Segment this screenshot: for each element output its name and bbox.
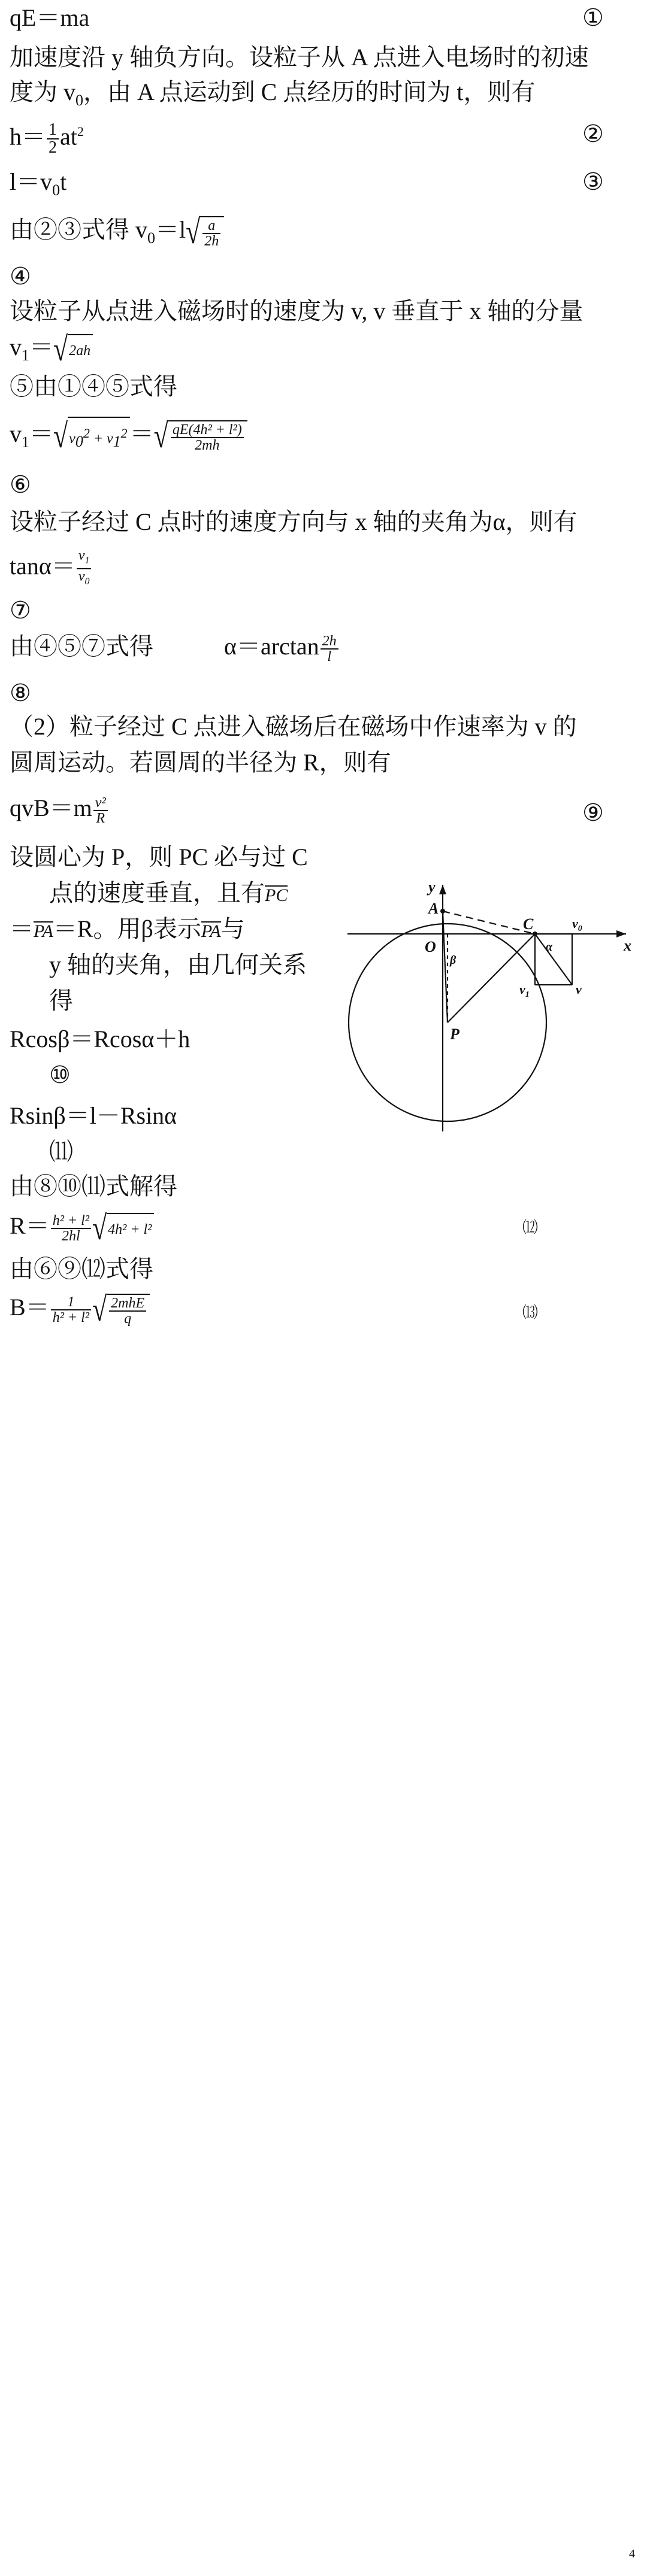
text-perpendicular: 点的速度垂直，且有PC <box>49 879 288 906</box>
fraction-r: $\frac{\text{h² + l²}}{2hl}$ <box>51 1213 91 1243</box>
radical-v0-v1: $√v_0^2 + v_1^2$ <box>53 417 130 456</box>
label-a: A <box>428 900 439 917</box>
text-solve-b: 由⑥⑨⑿式得 <box>10 1255 153 1282</box>
eq-number-6: ⑥ <box>10 471 31 498</box>
text-acceleration: 加速度沿 y 轴负方向。设粒子从 A 点进入电场时的初速 <box>10 44 589 71</box>
eq-number-1: ① <box>582 4 604 31</box>
fraction-2h-l: $\frac{2h}{l}$ <box>321 634 338 664</box>
eq-number-2: ② <box>582 120 604 147</box>
radical-qe: √ $\frac{\text{qE(4h² + l²)}}{2mh}$ <box>154 420 247 453</box>
eq-number-12: ⑿ <box>522 1219 539 1236</box>
text-center-p: 设圆心为 P，则 PC 必与过 C <box>10 844 308 870</box>
label-v0: $v_0$ <box>572 916 582 933</box>
v-arrow <box>535 934 572 985</box>
text-part2: （2）粒子经过 C 点进入磁场后在磁场中作速率为 v 的 <box>10 713 577 740</box>
label-alpha: α <box>546 940 553 954</box>
label-beta: β <box>450 954 456 967</box>
text-circular-motion: 圆周运动。若圆周的半径为 R，则有 <box>10 749 391 776</box>
label-x: x <box>624 937 631 954</box>
text-solve-r: 由⑧⑩⑾式解得 <box>10 1173 177 1200</box>
fraction-v1-v0: $\frac{v_1}{v_0}$ <box>77 548 92 589</box>
eq-l: $l=v_0t$ <box>10 168 67 199</box>
eq-v1: $v_1=√2ah$ <box>10 333 93 370</box>
eq-h: h＝ $\frac{1}{2}$ $at^2$ <box>10 120 84 157</box>
radical-r: √4h² + l² <box>92 1213 154 1244</box>
text-magnetic-entry: 设粒子从点进入磁场时的速度为 v, v 垂直于 x 轴的分量 <box>10 298 583 324</box>
vector-pa-2: PA <box>201 921 221 941</box>
fraction-b: $\frac{1}{\text{h² + l²}}$ <box>51 1295 91 1325</box>
point-a <box>440 909 445 914</box>
eq-alpha: 由④⑤⑦式得 α＝arctan $\frac{2h}{l}$ <box>10 632 340 664</box>
label-y: y <box>428 880 436 896</box>
eq-number-11: ⑾ <box>49 1138 73 1165</box>
eq-number-3: ③ <box>582 168 604 195</box>
eq-number-7: ⑦ <box>10 597 31 624</box>
eq-tan-alpha: tanα＝ $\frac{v_1}{v_0}$ <box>10 548 92 589</box>
eq-v0: 由②③式得 $v_0=l√$ $\frac{a}{2h}$ <box>10 216 224 253</box>
radical-b: √ $\frac{\text{2mhE}}{q}$ <box>92 1294 150 1326</box>
radical-v0: √ $\frac{a}{2h}$ <box>186 216 224 248</box>
line-pa <box>443 911 448 1022</box>
eq-number-9: ⑨ <box>582 799 604 826</box>
fraction-half: $\frac{1}{2}$ <box>47 122 59 156</box>
label-v1: $v_1$ <box>519 982 530 999</box>
radical-2ah: √2ah <box>53 334 93 365</box>
label-p: P <box>450 1025 459 1043</box>
electric-field-path <box>443 911 535 934</box>
eq-rsin: Rsinβ＝l－Rsinα <box>10 1102 177 1129</box>
page-number: 4 <box>629 2547 635 2560</box>
y-axis-arrow-icon <box>439 885 446 894</box>
label-c: C <box>523 915 534 933</box>
text-from-145: ⑤由①④⑤式得 <box>10 373 177 400</box>
eq-number-8: ⑧ <box>10 679 31 706</box>
text-initial-velocity: 度为 $v_0$，由 A 点运动到 C 点经历的时间为 t，则有 <box>10 78 536 109</box>
eq-v1-full: $v_1=√v_0^2 + v_1^2$ ＝√ $\frac{\text{qE(4h² + l²)}}{2mh}$ <box>10 417 247 457</box>
text-angle-alpha: 设粒子经过 C 点时的速度方向与 x 轴的夹角为α，则有 <box>10 508 578 535</box>
line-pc <box>448 934 535 1022</box>
eq-qe-ma: qE＝ma <box>10 4 90 31</box>
eq-number-10: ⑩ <box>49 1061 71 1088</box>
label-o: O <box>425 938 436 955</box>
text-geometry: y 轴的夹角，由几何关系 <box>49 951 307 978</box>
eq-number-13: ⒀ <box>522 1304 539 1321</box>
label-v: v <box>576 982 582 997</box>
eq-pc-pa: ＝PA＝R。用β表示PA与 <box>10 915 245 942</box>
eq-b: B＝ $\frac{1}{\text{h² + l²}}$ √ $\frac{\text{2mhE}}{q}$ <box>10 1293 150 1326</box>
eq-r: R＝ $\frac{\text{h² + l²}}{2hl}$ √4h² + l² <box>10 1212 154 1244</box>
fraction-v2-r: $\frac{\text{v²}}{R}$ <box>93 796 108 826</box>
eq-rcos: Rcosβ＝Rcosα＋h <box>10 1025 191 1052</box>
vector-pa: PA <box>34 921 53 941</box>
geometry-figure <box>332 880 632 1143</box>
eq-qvb: qvB＝m $\frac{\text{v²}}{R}$ <box>10 794 109 826</box>
vector-pc: PC <box>265 885 288 905</box>
text-de: 得 <box>49 987 73 1014</box>
eq-number-4: ④ <box>10 263 31 290</box>
